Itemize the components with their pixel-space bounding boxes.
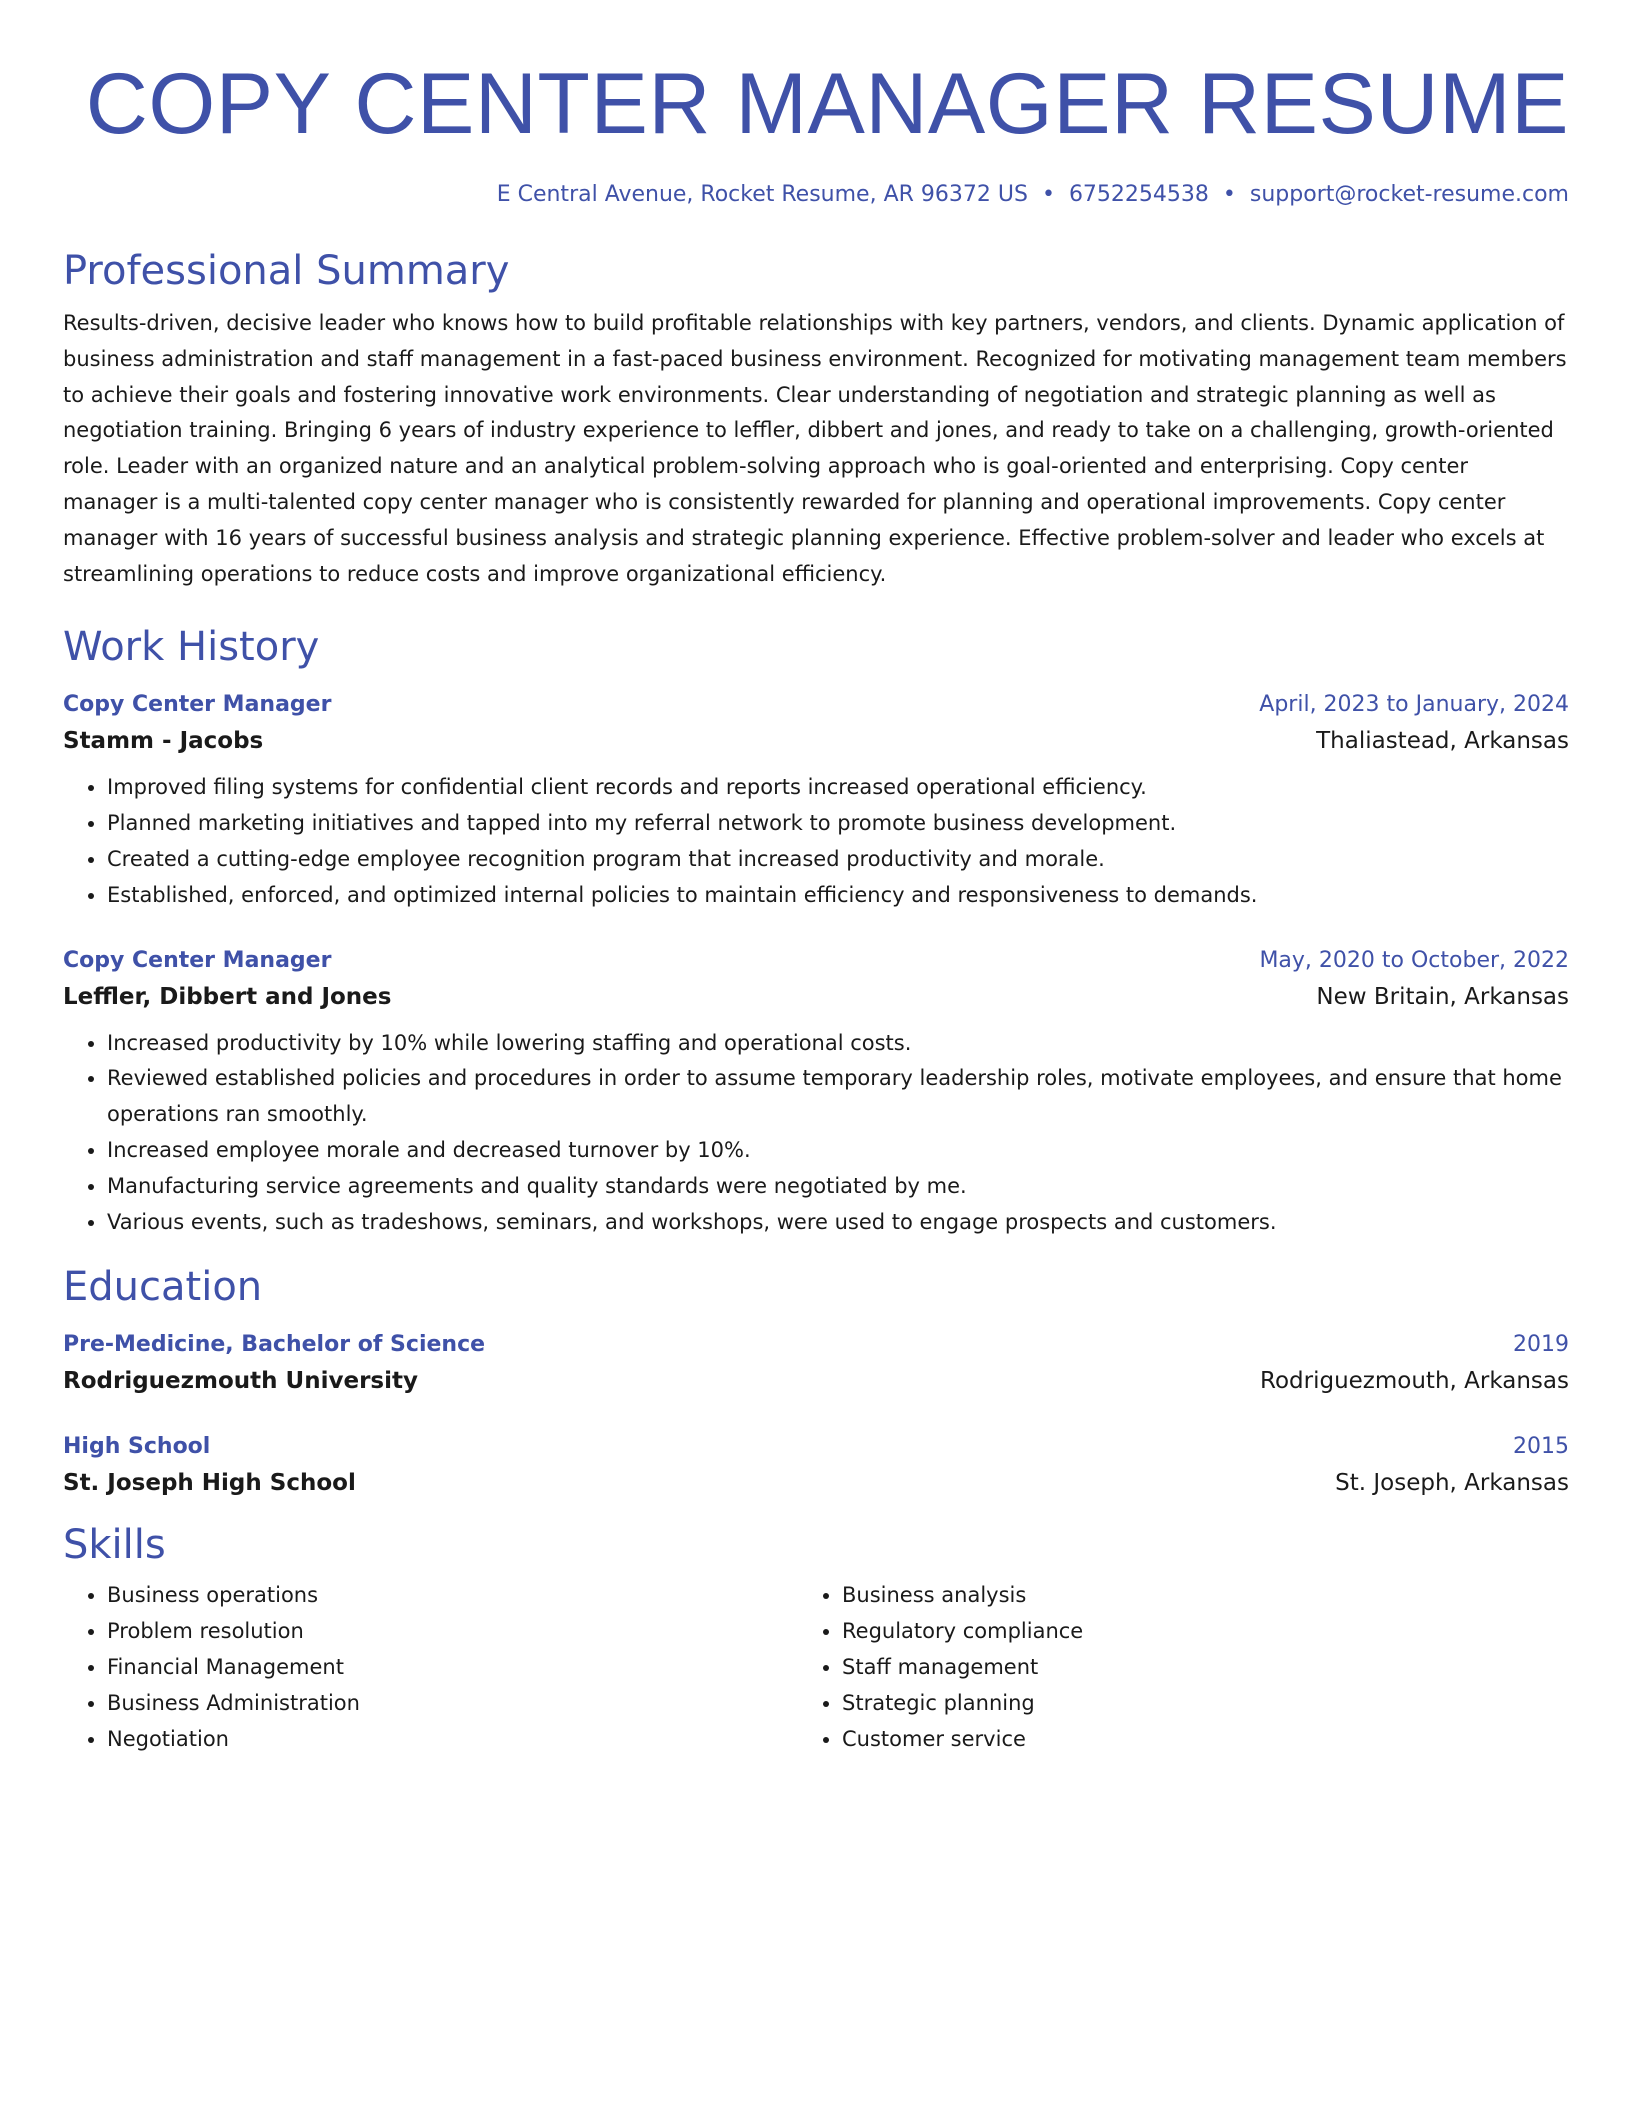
job-bullets	[63, 770, 1569, 913]
degree-title: High School	[63, 1434, 211, 1460]
skill-item: • Regulatory compliance	[842, 1614, 1533, 1650]
skill-item: • Problem resolution	[107, 1614, 798, 1650]
contact-separator: •	[1041, 182, 1055, 207]
job-bullet: • Manufacturing service agreements and quality standards were negotiated by me.	[107, 1169, 1569, 1205]
contact-phone: 6752254538	[1068, 182, 1209, 207]
school-location: St. Joseph, Arkansas	[1335, 1470, 1569, 1497]
job-bullet: • Increased productivity by 10% while lowering staffing and operational costs.	[107, 1026, 1569, 1062]
job-bullet: • Various events, such as tradeshows, seminars, and workshops, were used to engage prospects and customers.	[107, 1205, 1569, 1241]
skill-item: • Financial Management	[107, 1650, 798, 1686]
company-name: Leffler, Dibbert and Jones	[63, 983, 392, 1010]
resume-header	[63, 56, 1569, 210]
degree-row	[63, 1430, 1569, 1464]
skill-item: • Customer service	[842, 1722, 1533, 1758]
school-location: Rodriguezmouth, Arkansas	[1260, 1368, 1569, 1395]
skills-list-right	[798, 1578, 1533, 1757]
skill-item: • Business operations	[107, 1578, 798, 1614]
job-title: Copy Center Manager	[63, 947, 332, 973]
work-history-heading: Work History	[63, 624, 320, 671]
job-location: New Britain, Arkansas	[1316, 983, 1569, 1010]
education-entry	[63, 1430, 1569, 1502]
job-bullet: • Planned marketing initiatives and tapped into my referral network to promote business development.	[107, 806, 1569, 842]
skill-item: • Business analysis	[842, 1578, 1533, 1614]
company-row	[63, 722, 1569, 760]
job-bullet: • Created a cutting-edge employee recognition program that increased productivity and morale.	[107, 842, 1569, 878]
company-row	[63, 978, 1569, 1016]
school-name: Rodriguezmouth University	[63, 1368, 418, 1395]
job-bullet: • Established, enforced, and optimized internal policies to maintain efficiency and responsiveness to demands.	[107, 878, 1569, 914]
job-bullet: • Increased employee morale and decreased turnover by 10%.	[107, 1133, 1569, 1169]
skill-item: • Staff management	[842, 1650, 1533, 1686]
resume-title: COPY CENTER MANAGER RESUME	[85, 56, 1569, 152]
contact-separator: •	[1222, 182, 1236, 207]
contact-email: support@rocket-resume.com	[1249, 182, 1569, 207]
job-bullet: • Reviewed established policies and procedures in order to assume temporary leadership roles, motivate employees, and ensure that home operations ran smoothly.	[107, 1061, 1569, 1133]
skill-item: • Business Administration	[107, 1686, 798, 1722]
skills-columns	[63, 1578, 1569, 1757]
contact-address: E Central Avenue, Rocket Resume, AR 96372 US	[496, 182, 1028, 207]
professional-summary-text: Results-driven, decisive leader who knows how to build profitable relationships with key partners, vendors, and clients. Dynamic application of business administration and staff management in a fast-paced business environment. Recognized for motivating management team members to achieve their goals and fostering innovative work environments. Clear understanding of negotiation and strategic planning as well as negotiation training. Bringing 6 years of industry experience to leffler, dibbert and jones, and ready to take on a challenging, growth-oriented role. Leader with an organized nature and an analytical problem-solving approach who is goal-oriented and enterprising. Copy center manager is a multi-talented copy center manager who is consistently rewarded for planning and operational improvements. Copy center manager with 16 years of successful business analysis and strategic planning experience. Effective problem-solver and leader who excels at streamlining operations to reduce costs and improve organizational efficiency.	[63, 311, 1567, 586]
contact-line	[63, 180, 1569, 210]
job-dates: May, 2020 to October, 2022	[1259, 947, 1569, 973]
job-title: Copy Center Manager	[63, 692, 332, 718]
skill-item: • Negotiation	[107, 1722, 798, 1758]
professional-summary-heading: Professional Summary	[63, 248, 510, 294]
job-dates: April, 2023 to January, 2024	[1259, 692, 1569, 718]
job-entry	[63, 944, 1569, 1241]
degree-title: Pre-Medicine, Bachelor of Science	[63, 1332, 486, 1358]
education-heading: Education	[63, 1264, 263, 1311]
skill-item: • Strategic planning	[842, 1686, 1533, 1722]
job-title-row	[63, 688, 1569, 722]
job-entry	[63, 688, 1569, 913]
job-bullet: • Improved filing systems for confidential client records and reports increased operational efficiency.	[107, 770, 1569, 806]
degree-row	[63, 1328, 1569, 1362]
job-bullets	[63, 1026, 1569, 1241]
company-name: Stamm - Jacobs	[63, 728, 264, 755]
skills-list-left	[63, 1578, 798, 1757]
graduation-year: 2019	[1513, 1332, 1569, 1358]
education-entry	[63, 1328, 1569, 1400]
job-location: Thaliastead, Arkansas	[1316, 728, 1569, 755]
school-row	[63, 1464, 1569, 1502]
school-name: St. Joseph High School	[63, 1470, 356, 1497]
job-title-row	[63, 944, 1569, 978]
skills-heading: Skills	[63, 1522, 166, 1569]
school-row	[63, 1362, 1569, 1400]
graduation-year: 2015	[1513, 1434, 1569, 1460]
